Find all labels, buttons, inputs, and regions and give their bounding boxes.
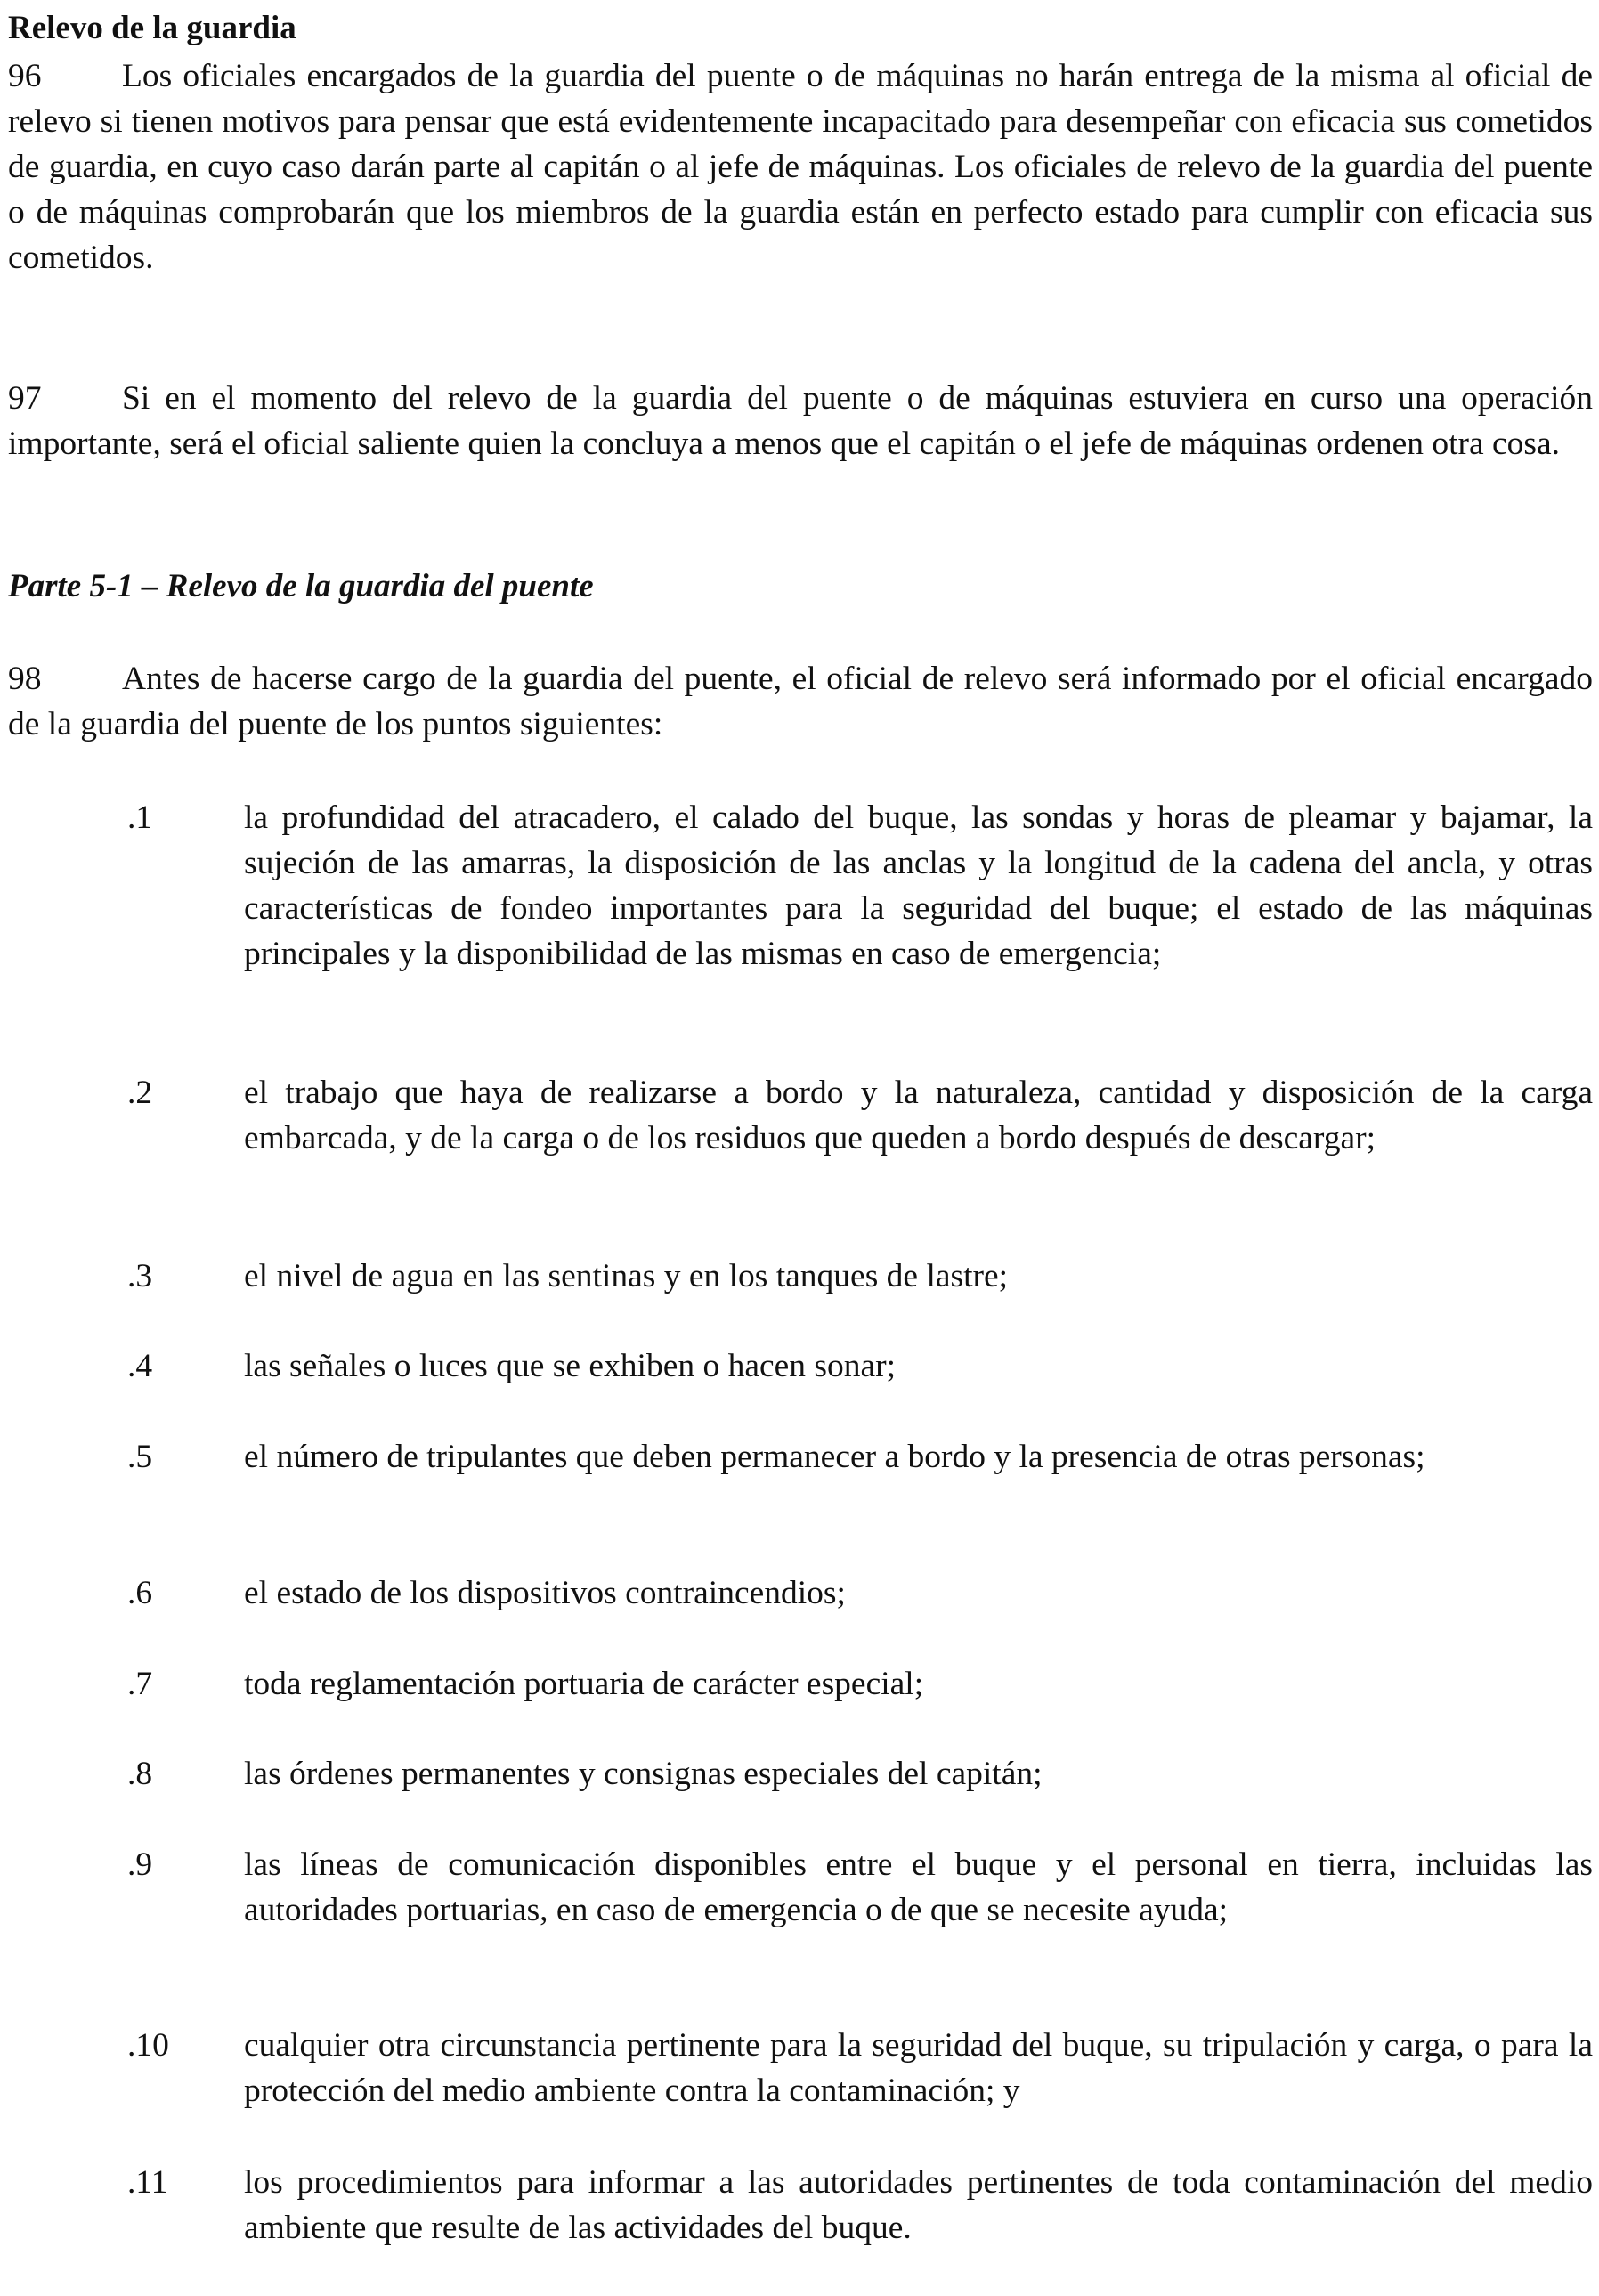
list-item-text: la profundidad del atracadero, el calado del buque, las sondas y horas de pleamar y bajamar, la sujeción de las amarras, la disposición de las anclas y la longitud de la cadena del ancla, y otras características de fondeo importantes para la seguridad del buque; el estado de las máquinas principales y la disponibilidad de las mismas en caso de emergencia;: [244, 799, 1593, 972]
list-item-text: los procedimientos para informar a las autoridades pertinentes de toda contaminación del medio ambiente que resulte de las actividades del buque.: [244, 2164, 1593, 2246]
paragraph-number: 98: [8, 661, 42, 697]
list-item-text: las líneas de comunicación disponibles entre el buque y el personal en tierra, incluidas las autoridades portuarias, en caso de emergencia o de que se necesite ayuda;: [244, 1846, 1593, 1928]
paragraph-number: 97: [8, 380, 42, 417]
list-item-number: .4: [127, 1348, 153, 1384]
list-item-number: .5: [127, 1439, 153, 1475]
list-item-number: .7: [127, 1666, 153, 1702]
paragraph-96: [8, 53, 1593, 280]
list-item-text: las órdenes permanentes y consignas especiales del capitán;: [244, 1756, 1043, 1792]
list-item-text: cualquier otra circunstancia pertinente para la seguridad del buque, su tripulación y carga, o para la protección del medio ambiente contra la contaminación; y: [244, 2027, 1593, 2109]
list-item-text: el número de tripulantes que deben permanecer a bordo y la presencia de otras personas;: [244, 1439, 1425, 1475]
list-item-number: .10: [127, 2027, 169, 2064]
list-item-number: .6: [127, 1575, 153, 1611]
paragraph-text: Antes de hacerse cargo de la guardia del puente, el oficial de relevo será informado por el oficial encargado de la guardia del puente de los puntos siguientes:: [8, 661, 1593, 742]
subsection-heading: Parte 5-1 – Relevo de la guardia del puente: [8, 568, 594, 604]
list-item-number: .11: [127, 2164, 168, 2201]
list-item-number: .3: [127, 1258, 153, 1294]
section-heading: Relevo de la guardia: [8, 10, 296, 46]
list-item-number: .9: [127, 1846, 153, 1883]
paragraph-97: [8, 376, 1593, 467]
list-item-text: el estado de los dispositivos contraincendios;: [244, 1575, 846, 1611]
paragraph-text: Si en el momento del relevo de la guardia del puente o de máquinas estuviera en curso una operación importante, será el oficial saliente quien la concluya a menos que el capitán o el jefe de máquinas ordenen otra cosa.: [8, 380, 1593, 462]
list-item-number: .8: [127, 1756, 153, 1792]
list-item-number: .1: [127, 799, 153, 836]
list-item-number: .2: [127, 1075, 153, 1111]
paragraph-98: [8, 656, 1593, 747]
list-item-text: el nivel de agua en las sentinas y en los tanques de lastre;: [244, 1258, 1009, 1294]
list-item-text: toda reglamentación portuaria de carácter especial;: [244, 1666, 924, 1702]
list-item-text: el trabajo que haya de realizarse a bordo y la naturaleza, cantidad y disposición de la carga embarcada, y de la carga o de los residuos que queden a bordo después de descargar;: [244, 1075, 1593, 1156]
paragraph-number: 96: [8, 58, 42, 94]
list-item-text: las señales o luces que se exhiben o hacen sonar;: [244, 1348, 897, 1384]
paragraph-text: Los oficiales encargados de la guardia del puente o de máquinas no harán entrega de la misma al oficial de relevo si tienen motivos para pensar que está evidentemente incapacitado para desempeñar con eficacia sus cometidos de guardia, en cuyo caso darán parte al capitán o al jefe de máquinas. Los oficiales de relevo de la guardia del puente o de máquinas comprobarán que los miembros de la guardia están en perfecto estado para cumplir con eficacia sus cometidos.: [8, 58, 1593, 276]
